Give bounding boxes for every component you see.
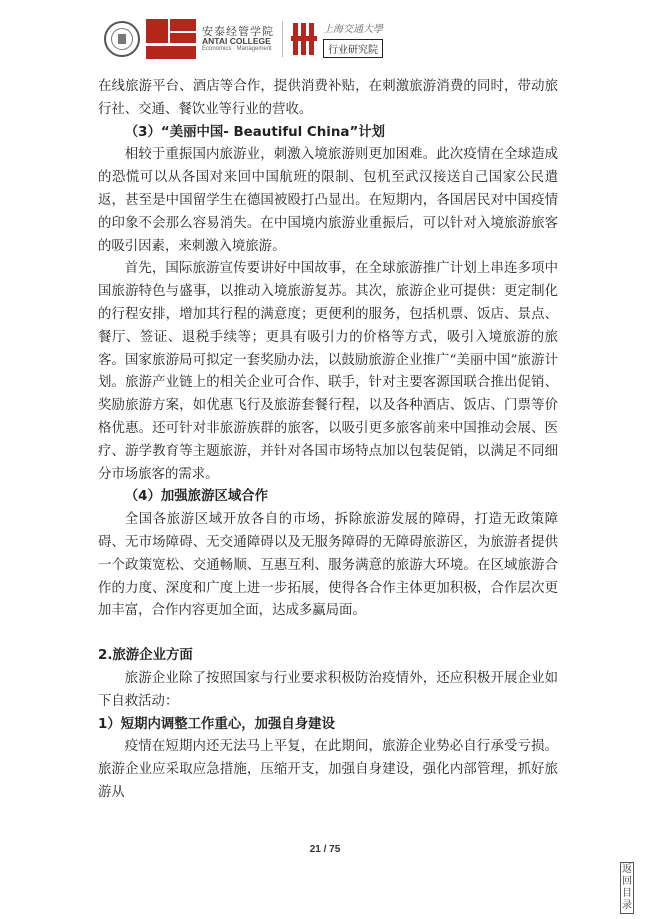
paragraph: 全国各旅游区域开放各自的市场，拆除旅游发展的障碍，打造无政策障碍、无市场障碍、无交通障碍以及无服务障碍的无障碍旅游区，为旅游者提供一个政策宽松、交通畅顺、互惠互利、服务满意的旅游大环境。在区域旅游合作的力度、深度和广度上进一步拓展，使得各合作主体更加积极，合作层次更加丰富，合作内容更加全面，达成多赢局面。 bbox=[98, 512, 558, 619]
header-logos bbox=[104, 14, 383, 64]
sjtu-seal-icon bbox=[104, 21, 140, 57]
document-body bbox=[98, 76, 558, 805]
paragraph: 旅游企业除了按照国家与行业要求积极防治疫情外，还应积极开展企业如下自救活动： bbox=[98, 670, 558, 709]
paragraph: 首先，国际旅游宣传要讲好中国故事，在全球旅游推广计划上串连多项中国旅游特色与盛事，以推动入境旅游复苏。其次，旅游企业可提供：更定制化的行程安排，增加其行程的满意度；更便利的服务，包括机票、饭店、景点、餐厅、签证、退税手续等；更具有吸引力的价格等方式，吸引入境旅游的旅客。国家旅游局可拟定一套奖励办法，以鼓励旅游企业推广“美丽中国”旅游计划。旅游产业链上的相关企业可合作、联手，针对主要客源国联合推出促销、奖励旅游方案，如优惠飞行及旅游套餐行程，以及各种酒店、饭店、门票等价格优惠。还可针对非旅游族群的旅客，以吸引更多旅客前来中国推动会展、医疗、游学教育等主题旅游，并针对各国市场特点加以包装促销，以满足不同细分市场旅客的需求。 bbox=[98, 261, 558, 482]
paragraph-gap bbox=[98, 623, 558, 645]
paragraph: 疫情在短期内还无法马上平复，在此期间，旅游企业势必自行承受亏损。旅游企业应采取应急措施，压缩开支，加强自身建设，强化内部管理，抓好旅游从 bbox=[98, 739, 558, 800]
college-name-en-sub: Economics · Management bbox=[202, 46, 272, 53]
college-name-cn: 安泰经管学院 bbox=[202, 24, 274, 38]
section-heading-2: 2.旅游企业方面 bbox=[98, 648, 193, 664]
paragraph: 在线旅游平台、酒店等合作，提供消费补贴，在刺激旅游消费的同时，带动旅行社、交通、餐饮业等行业的营收。 bbox=[98, 79, 558, 117]
acem-logo-icon bbox=[146, 19, 196, 59]
subsection-heading-1: 1）短期内调整工作重心，加强自身建设 bbox=[98, 716, 335, 732]
paragraph: 相较于重振国内旅游业，刺激入境旅游则更加困难。此次疫情在全球造成的恐慌可以从各国对来回中国航班的限制、包机至武汉接送自己国家公民遣返，甚至是中国留学生在德国被殴打凸显出。在短期内，各国居民对中国疫情的印象不会那么容易消失。在中国境内旅游业重振后，可以针对入境旅游旅客的吸引因素，来刺激入境旅游。 bbox=[98, 147, 558, 254]
college-name bbox=[202, 26, 274, 53]
header-divider bbox=[282, 21, 283, 57]
section-heading-3: （3）“美丽中国- Beautiful China”计划 bbox=[124, 124, 386, 140]
institute-block bbox=[323, 20, 383, 58]
back-to-toc-link[interactable]: 返回目录 bbox=[620, 862, 634, 914]
sjtu-logo-icon bbox=[291, 23, 317, 55]
sjtu-script-name: 上海交通大學 bbox=[323, 24, 383, 35]
institute-name: 行业研究院 bbox=[323, 39, 383, 58]
college-name-en: ANTAI COLLEGE bbox=[202, 36, 271, 47]
page-number: 21 / 75 bbox=[309, 844, 341, 855]
section-heading-4: （4）加强旅游区域合作 bbox=[124, 489, 269, 505]
